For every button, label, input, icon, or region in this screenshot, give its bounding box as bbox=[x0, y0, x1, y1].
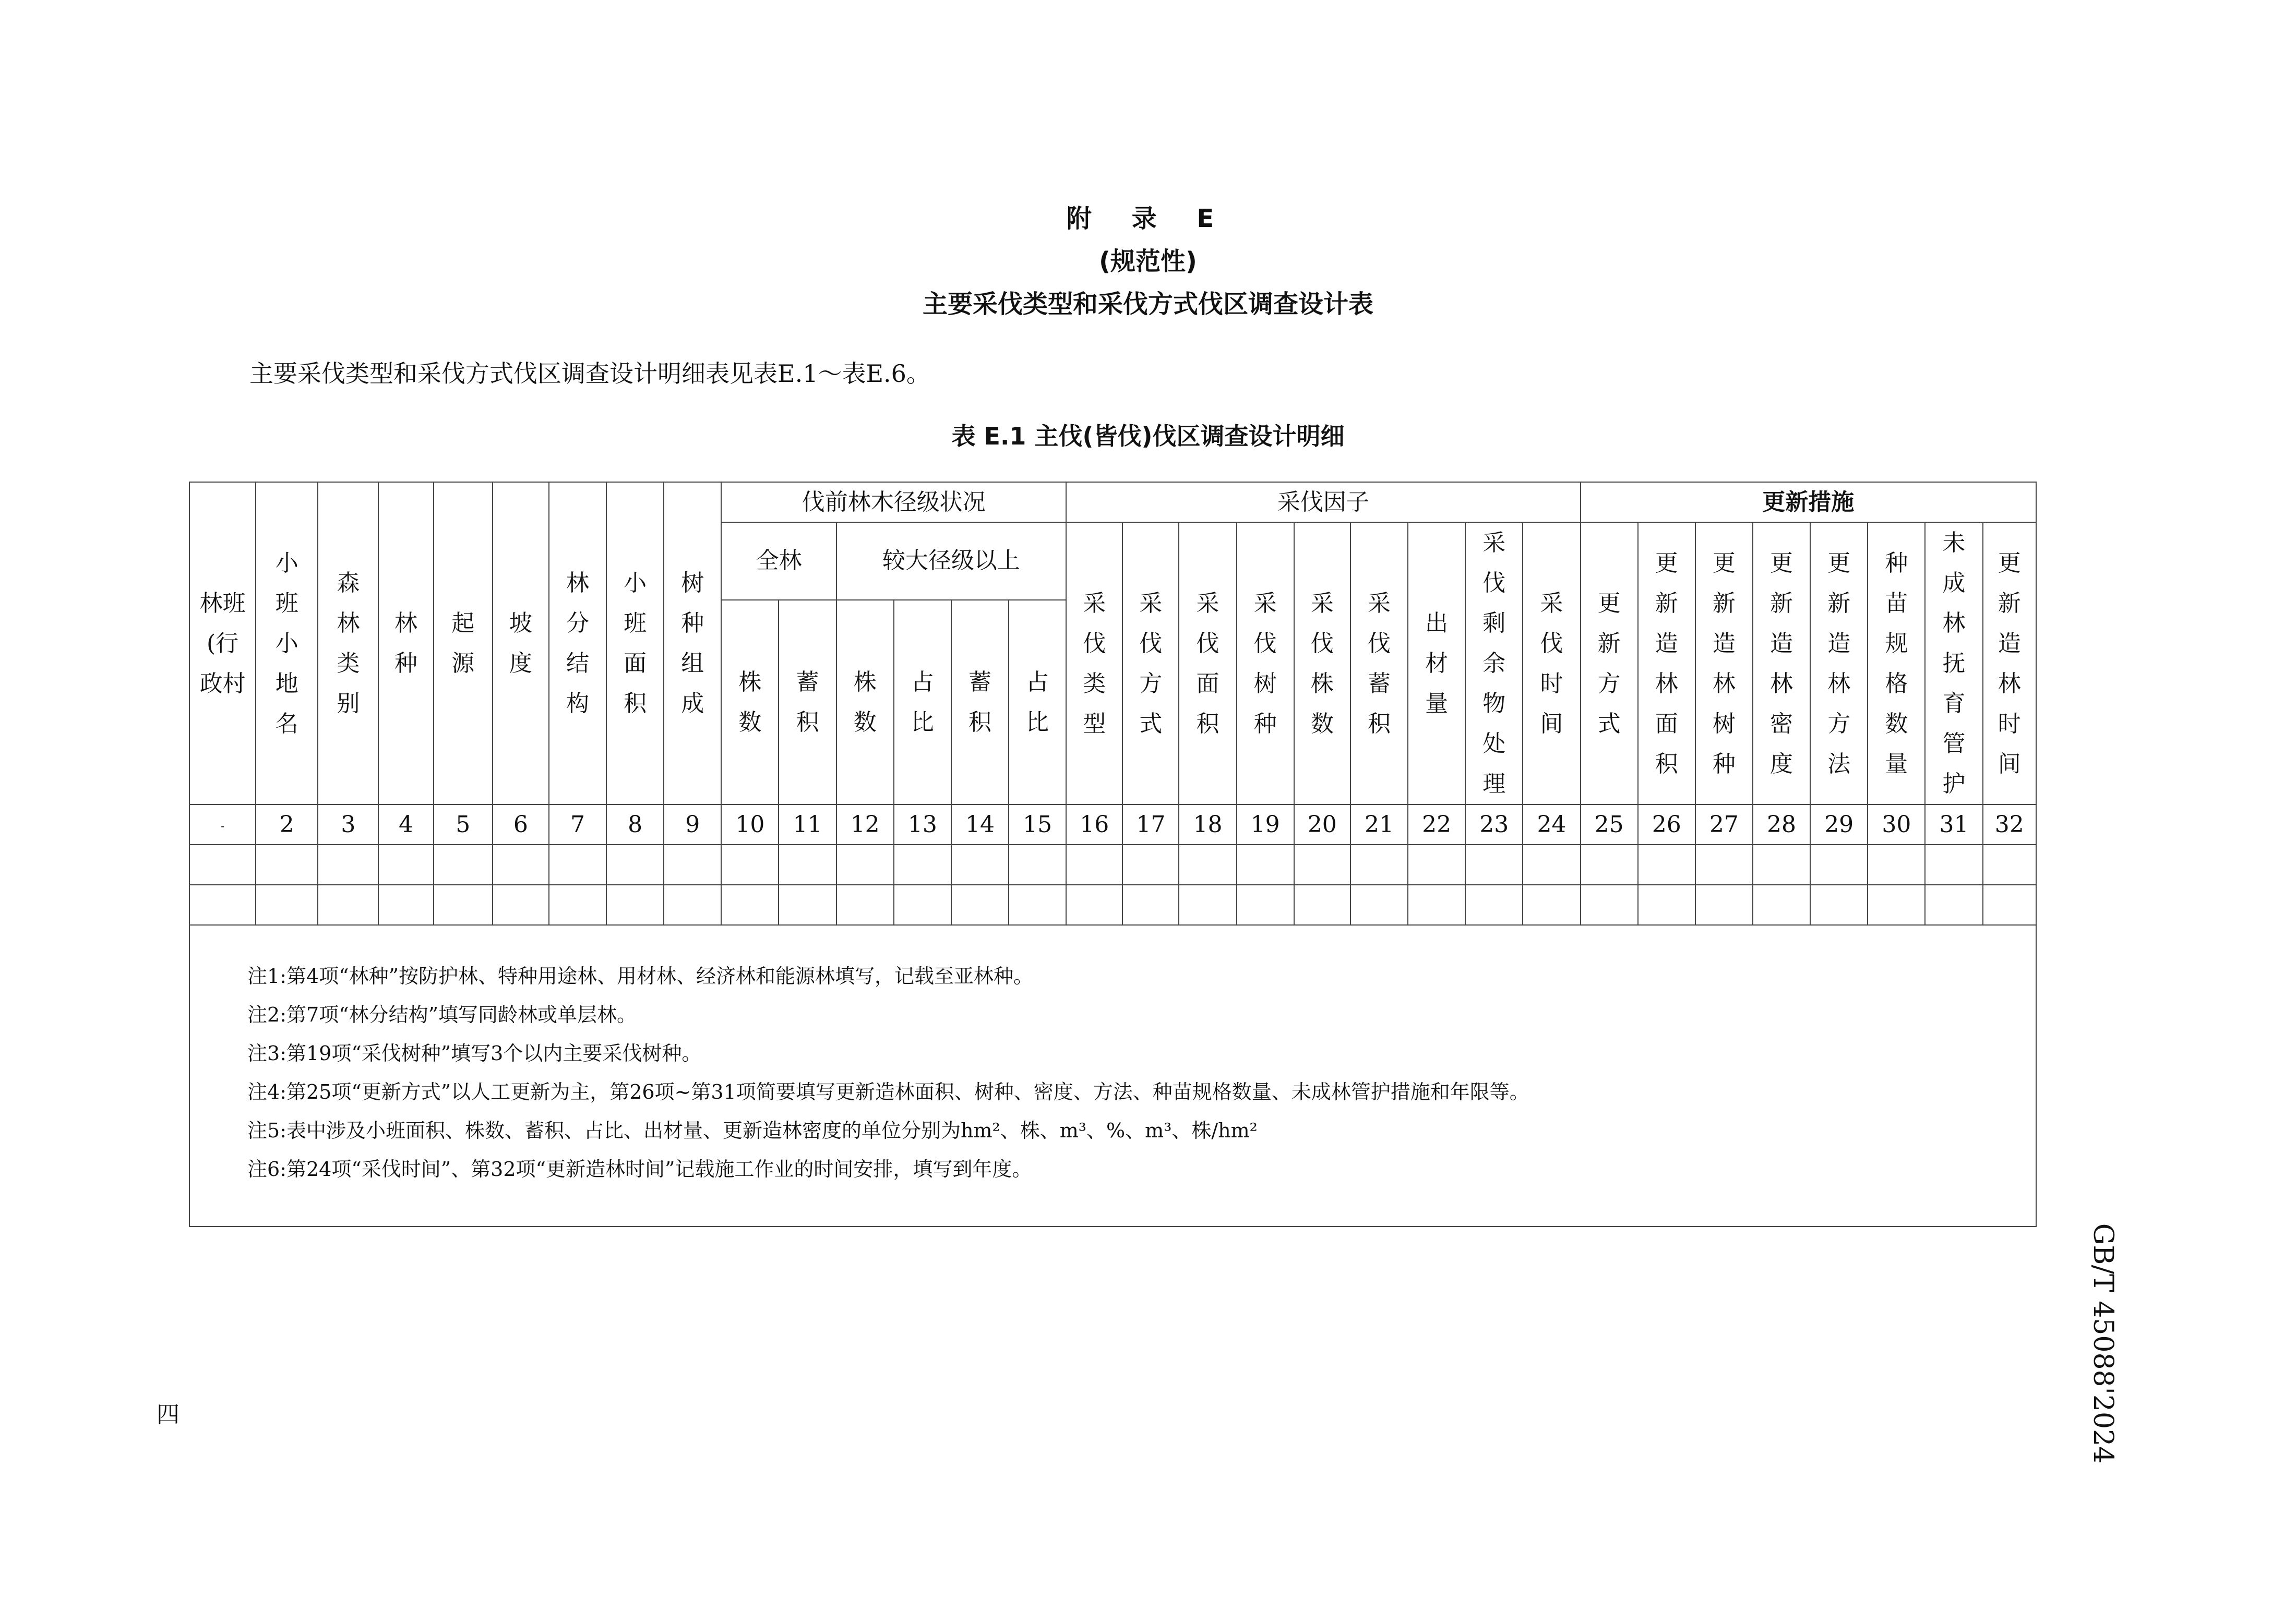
table-cell[interactable] bbox=[1695, 885, 1753, 925]
header-col-26 bbox=[1638, 522, 1695, 804]
table-cell[interactable] bbox=[894, 885, 951, 925]
header-col-24 bbox=[1523, 522, 1580, 804]
table-cell[interactable] bbox=[493, 885, 549, 925]
header-col-18 bbox=[1179, 522, 1236, 804]
header-col-32-label: 更新造林时间 bbox=[1998, 549, 2021, 777]
header-group-harvest-factors bbox=[1066, 482, 1580, 522]
header-sub-large-diameter bbox=[836, 522, 1067, 600]
table-cell[interactable] bbox=[721, 885, 779, 925]
table-cell[interactable] bbox=[606, 845, 664, 885]
column-number-label: 5 bbox=[456, 811, 471, 838]
header-col-17 bbox=[1122, 522, 1179, 804]
column-number bbox=[1465, 804, 1523, 845]
header-col-18-label: 采伐面积 bbox=[1196, 590, 1219, 737]
table-cell[interactable] bbox=[1868, 845, 1925, 885]
column-number bbox=[1810, 804, 1868, 845]
table-cell[interactable] bbox=[951, 885, 1009, 925]
note-5: 注5:表中涉及小班面积、株数、蓄积、占比、出材量、更新造林密度的单位分别为hm²、株、m³、%、m³、株/hm² bbox=[247, 1119, 1258, 1142]
table-cell[interactable] bbox=[1237, 885, 1294, 925]
column-number-row bbox=[189, 804, 2036, 845]
header-col-1 bbox=[189, 482, 256, 804]
table-cell[interactable] bbox=[549, 845, 606, 885]
header-col-13 bbox=[894, 600, 951, 804]
table-cell[interactable] bbox=[1810, 845, 1868, 885]
table-cell[interactable] bbox=[1350, 845, 1408, 885]
column-number bbox=[1237, 804, 1294, 845]
column-number-label: 10 bbox=[735, 811, 765, 838]
header-col-30-label: 种苗规格数量 bbox=[1885, 549, 1908, 777]
header-col-14-label: 蓄积 bbox=[968, 668, 991, 736]
table-cell[interactable] bbox=[434, 845, 493, 885]
header-col-7-label: 林分结构 bbox=[566, 570, 589, 717]
column-number-label: 7 bbox=[570, 811, 585, 838]
column-number bbox=[1638, 804, 1695, 845]
table-cell[interactable] bbox=[318, 845, 378, 885]
table-cell[interactable] bbox=[1753, 845, 1810, 885]
note-6: 注6:第24项“采伐时间”、第32项“更新造林时间”记载施工作业的时间安排，填写到年度。 bbox=[247, 1158, 1032, 1181]
header-col-23 bbox=[1465, 522, 1523, 804]
column-number bbox=[1983, 804, 2036, 845]
table-cell[interactable] bbox=[434, 885, 493, 925]
column-number-label: 6 bbox=[513, 811, 528, 838]
column-number bbox=[1066, 804, 1122, 845]
header-col-9-label: 树种组成 bbox=[681, 570, 704, 717]
column-number-label: 30 bbox=[1882, 811, 1911, 838]
header-col-14 bbox=[951, 600, 1009, 804]
column-number-label: 12 bbox=[850, 811, 880, 838]
column-number bbox=[549, 804, 606, 845]
column-number bbox=[1179, 804, 1236, 845]
column-number-label: 32 bbox=[1994, 811, 2024, 838]
column-number-label: 13 bbox=[907, 811, 937, 838]
table-cell[interactable] bbox=[256, 845, 318, 885]
column-number bbox=[1868, 804, 1925, 845]
table-cell[interactable] bbox=[493, 845, 549, 885]
header-col-31 bbox=[1925, 522, 1982, 804]
table-cell[interactable] bbox=[779, 885, 836, 925]
column-number-label: 16 bbox=[1080, 811, 1109, 838]
column-number-label: 8 bbox=[628, 811, 643, 838]
header-col-28 bbox=[1753, 522, 1810, 804]
column-number bbox=[779, 804, 836, 845]
header-col-27 bbox=[1695, 522, 1753, 804]
header-col-12-label: 株数 bbox=[853, 668, 877, 736]
header-col-6 bbox=[493, 482, 549, 804]
header-col-13-label: 占比 bbox=[911, 668, 934, 736]
column-number-label: 14 bbox=[965, 811, 995, 838]
table-cell[interactable] bbox=[1523, 885, 1580, 925]
column-number-label: 9 bbox=[685, 811, 700, 838]
table-cell[interactable] bbox=[1294, 885, 1350, 925]
column-number-label: 15 bbox=[1023, 811, 1053, 838]
header-col-29 bbox=[1810, 522, 1868, 804]
header-group-pre-harvest-label: 伐前林木径级状况 bbox=[802, 488, 986, 515]
header-col-16-label: 采伐类型 bbox=[1083, 590, 1106, 737]
header-col-17-label: 采伐方式 bbox=[1139, 590, 1163, 737]
table-cell[interactable] bbox=[721, 845, 779, 885]
page-number: 四 bbox=[157, 1401, 180, 1428]
standard-code: GB/T 45088'2024 bbox=[2087, 1223, 2119, 1464]
header-col-7 bbox=[549, 482, 606, 804]
table-cell[interactable] bbox=[1925, 885, 1982, 925]
header-col-23-label: 采伐剩余物处理 bbox=[1482, 530, 1506, 797]
header-sub-large-diameter-label: 较大径级以上 bbox=[882, 547, 1020, 574]
table-cell[interactable] bbox=[1294, 845, 1350, 885]
table-cell[interactable] bbox=[1638, 885, 1695, 925]
appendix-label: 附 录 E bbox=[1066, 204, 1230, 233]
header-group-pre-harvest bbox=[721, 482, 1066, 522]
appendix-title: 主要采伐类型和采伐方式伐区调查设计表 bbox=[922, 290, 1373, 319]
design-table bbox=[189, 482, 2037, 1227]
column-number bbox=[951, 804, 1009, 845]
table-cell[interactable] bbox=[189, 845, 256, 885]
header-col-6-label: 坡度 bbox=[509, 610, 532, 677]
column-number bbox=[1581, 804, 1638, 845]
intro-paragraph: 主要采伐类型和采伐方式伐区调查设计明细表见表E.1～表E.6。 bbox=[249, 359, 930, 388]
header-col-5 bbox=[434, 482, 493, 804]
table-cell[interactable] bbox=[1408, 845, 1465, 885]
table-cell[interactable] bbox=[1810, 885, 1868, 925]
column-number bbox=[1925, 804, 1982, 845]
table-cell[interactable] bbox=[1581, 845, 1638, 885]
column-number-label: 27 bbox=[1709, 811, 1739, 838]
header-col-24-label: 采伐时间 bbox=[1540, 590, 1563, 737]
column-number-label: 2 bbox=[279, 811, 294, 838]
column-number bbox=[189, 804, 256, 845]
column-number-label: 24 bbox=[1537, 811, 1566, 838]
table-cell[interactable] bbox=[1408, 885, 1465, 925]
header-group-harvest-factors-label: 采伐因子 bbox=[1277, 488, 1369, 515]
notes-cell bbox=[189, 925, 2036, 1227]
column-number-label: 23 bbox=[1479, 811, 1509, 838]
header-col-29-label: 更新造林方法 bbox=[1827, 549, 1851, 777]
column-number bbox=[1122, 804, 1179, 845]
column-number-label: 28 bbox=[1767, 811, 1797, 838]
header-col-20-label: 采伐株数 bbox=[1310, 590, 1334, 737]
header-col-2-label: 小班小地名 bbox=[275, 549, 298, 737]
header-col-28-label: 更新造林密度 bbox=[1770, 549, 1793, 777]
column-number bbox=[606, 804, 664, 845]
table-cell[interactable] bbox=[378, 885, 433, 925]
table-cell[interactable] bbox=[549, 885, 606, 925]
column-number bbox=[1695, 804, 1753, 845]
header-col-25-label: 更新方式 bbox=[1597, 590, 1621, 737]
header-col-22 bbox=[1408, 522, 1465, 804]
table-cell[interactable] bbox=[836, 845, 894, 885]
column-number bbox=[721, 804, 779, 845]
column-number-label: 21 bbox=[1364, 811, 1394, 838]
column-number bbox=[1753, 804, 1810, 845]
table-cell[interactable] bbox=[1179, 885, 1236, 925]
column-number bbox=[318, 804, 378, 845]
column-number-label: 25 bbox=[1594, 811, 1624, 838]
header-col-16 bbox=[1066, 522, 1122, 804]
note-3: 注3:第19项“采伐树种”填写3个以内主要采伐树种。 bbox=[247, 1042, 702, 1065]
table-cell[interactable] bbox=[1066, 885, 1122, 925]
note-4: 注4:第25项“更新方式”以人工更新为主，第26项~第31项简要填写更新造林面积、树种、密度、方法、种苗规格数量、未成林管护措施和年限等。 bbox=[247, 1080, 1529, 1103]
table-cell[interactable] bbox=[378, 845, 433, 885]
table-cell[interactable] bbox=[1638, 845, 1695, 885]
column-number bbox=[434, 804, 493, 845]
header-col-8 bbox=[606, 482, 664, 804]
appendix-type: (规范性) bbox=[1099, 247, 1197, 276]
header-col-11 bbox=[779, 600, 836, 804]
table-cell[interactable] bbox=[1868, 885, 1925, 925]
column-number bbox=[836, 804, 894, 845]
header-col-8-label: 小班面积 bbox=[624, 570, 647, 717]
column-number-label: 26 bbox=[1652, 811, 1681, 838]
header-col-11-label: 蓄积 bbox=[796, 668, 819, 736]
table-cell[interactable] bbox=[1465, 885, 1523, 925]
column-number bbox=[1294, 804, 1350, 845]
table-cell[interactable] bbox=[1523, 845, 1580, 885]
table-cell[interactable] bbox=[1581, 885, 1638, 925]
column-number bbox=[1523, 804, 1580, 845]
header-col-10 bbox=[721, 600, 779, 804]
header-col-19 bbox=[1237, 522, 1294, 804]
header-col-15-label: 占比 bbox=[1026, 668, 1049, 736]
header-col-12 bbox=[836, 600, 894, 804]
table-cell[interactable] bbox=[318, 885, 378, 925]
table-cell[interactable] bbox=[1753, 885, 1810, 925]
header-col-25 bbox=[1581, 522, 1638, 804]
header-col-3-label: 森林类别 bbox=[337, 570, 360, 717]
header-sub-all-forest bbox=[721, 522, 836, 600]
header-col-3 bbox=[318, 482, 378, 804]
column-number-label: 11 bbox=[793, 811, 822, 838]
header-col-21 bbox=[1350, 522, 1408, 804]
table-row bbox=[189, 845, 2036, 885]
column-number-label: 3 bbox=[341, 811, 356, 838]
column-number-label: 29 bbox=[1824, 811, 1854, 838]
header-col-26-label: 更新造林面积 bbox=[1655, 549, 1678, 777]
header-col-5-label: 起源 bbox=[451, 610, 475, 677]
table-cell[interactable] bbox=[664, 845, 721, 885]
column-number-label: 20 bbox=[1307, 811, 1337, 838]
table-cell[interactable] bbox=[606, 885, 664, 925]
column-number bbox=[493, 804, 549, 845]
column-number bbox=[664, 804, 721, 845]
table-cell[interactable] bbox=[256, 885, 318, 925]
table-cell[interactable] bbox=[189, 885, 256, 925]
header-col-15 bbox=[1009, 600, 1066, 804]
table-cell[interactable] bbox=[1350, 885, 1408, 925]
header-col-2 bbox=[256, 482, 318, 804]
note-1: 注1:第4项“林种”按防护林、特种用途林、用材林、经济林和能源林填写，记载至亚林种。 bbox=[247, 965, 1034, 988]
header-col-20 bbox=[1294, 522, 1350, 804]
column-number bbox=[1009, 804, 1066, 845]
header-col-21-label: 采伐蓄积 bbox=[1367, 590, 1391, 737]
table-cell[interactable] bbox=[664, 885, 721, 925]
column-number-label: - bbox=[221, 819, 224, 832]
column-number bbox=[894, 804, 951, 845]
header-col-9 bbox=[664, 482, 721, 804]
table-cell[interactable] bbox=[1122, 845, 1179, 885]
table-cell[interactable] bbox=[1983, 845, 2036, 885]
header-col-4-label: 林种 bbox=[394, 610, 418, 677]
note-2: 注2:第7项“林分结构”填写同龄林或单层林。 bbox=[247, 1003, 637, 1026]
table-cell[interactable] bbox=[1009, 845, 1066, 885]
table-cell[interactable] bbox=[836, 885, 894, 925]
column-number-label: 4 bbox=[399, 811, 414, 838]
table-cell[interactable] bbox=[951, 845, 1009, 885]
header-col-27-label: 更新造林树种 bbox=[1712, 549, 1736, 777]
table-cell[interactable] bbox=[1122, 885, 1179, 925]
column-number bbox=[378, 804, 433, 845]
column-number-label: 18 bbox=[1193, 811, 1223, 838]
table-cell[interactable] bbox=[1983, 885, 2036, 925]
header-col-30 bbox=[1868, 522, 1925, 804]
table-row bbox=[189, 885, 2036, 925]
header-group-renewal bbox=[1581, 482, 2036, 522]
header-col-10-label: 株数 bbox=[738, 668, 762, 736]
table-cell[interactable] bbox=[1179, 845, 1236, 885]
table-cell[interactable] bbox=[1465, 845, 1523, 885]
table-cell[interactable] bbox=[1695, 845, 1753, 885]
table-cell[interactable] bbox=[894, 845, 951, 885]
table-cell[interactable] bbox=[779, 845, 836, 885]
table-cell[interactable] bbox=[1237, 845, 1294, 885]
table-cell[interactable] bbox=[1925, 845, 1982, 885]
column-number bbox=[1350, 804, 1408, 845]
column-number-label: 19 bbox=[1250, 811, 1280, 838]
header-col-1-label: 林班(行政村 bbox=[199, 590, 246, 697]
header-sub-all-forest-label: 全林 bbox=[756, 547, 802, 574]
header-col-19-label: 采伐树种 bbox=[1253, 590, 1277, 737]
header-col-32 bbox=[1983, 522, 2036, 804]
header-group-renewal-label: 更新措施 bbox=[1762, 488, 1855, 515]
column-number bbox=[256, 804, 318, 845]
table-caption: 表 E.1 主伐(皆伐)伐区调查设计明细 bbox=[951, 422, 1345, 450]
table-cell[interactable] bbox=[1009, 885, 1066, 925]
column-number-label: 22 bbox=[1422, 811, 1452, 838]
header-col-4 bbox=[378, 482, 433, 804]
column-number bbox=[1408, 804, 1465, 845]
table-cell[interactable] bbox=[1066, 845, 1122, 885]
column-number-label: 31 bbox=[1939, 811, 1969, 838]
header-col-31-label: 未成林抚育管护 bbox=[1942, 530, 1966, 797]
column-number-label: 17 bbox=[1136, 811, 1166, 838]
header-col-22-label: 出材量 bbox=[1425, 610, 1449, 717]
